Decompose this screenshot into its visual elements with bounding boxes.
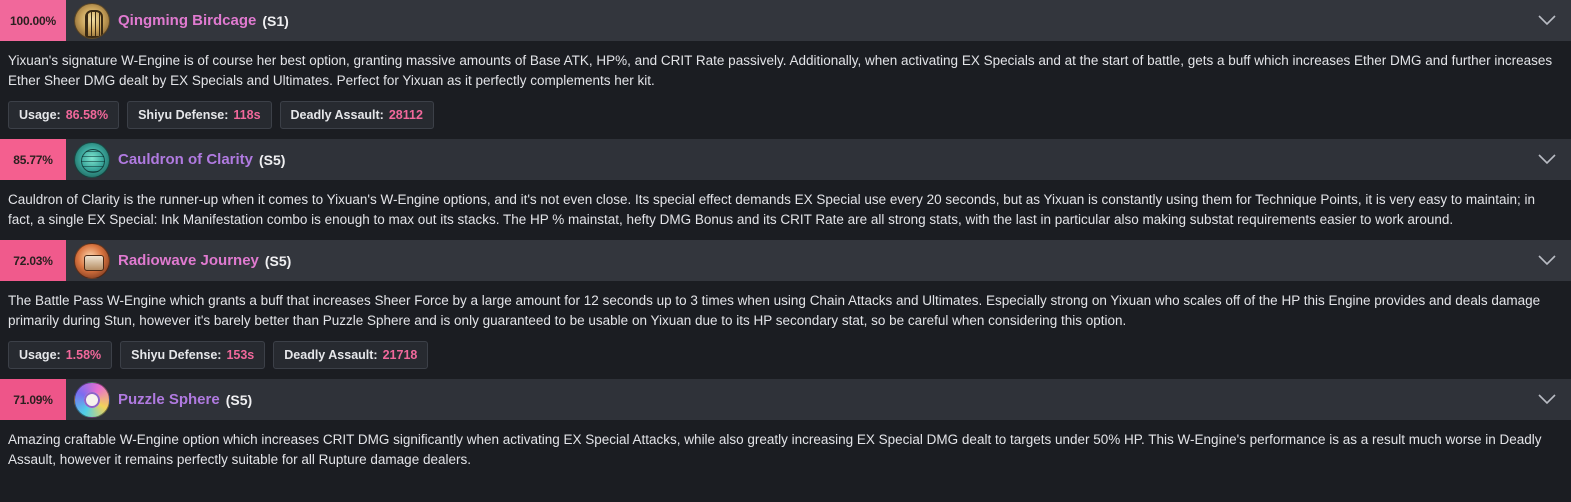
w-engine-entry [0, 139, 1571, 230]
w-engine-header[interactable] [0, 0, 1571, 41]
w-engine-stats [6, 101, 1565, 139]
w-engine-body [0, 281, 1571, 379]
stat-label: Usage: [19, 348, 61, 362]
w-engine-icon-wrap [66, 240, 118, 281]
w-engine-body [0, 420, 1571, 484]
stat-shiyu-defense [127, 101, 271, 129]
w-engine-name[interactable]: Radiowave Journey [118, 252, 259, 269]
w-engine-name[interactable]: Puzzle Sphere [118, 391, 220, 408]
w-engine-body [0, 41, 1571, 139]
w-engine-rank: (S5) [225, 391, 253, 408]
stat-label: Deadly Assault: [284, 348, 378, 362]
stat-deadly-assault [273, 341, 428, 369]
w-engine-description: The Battle Pass W-Engine which grants a buff that increases Sheer Force by a large amount for 12 seconds up to 3 times when using Chain Attacks and Ultimates. Especially strong on Yixuan who scales off of the HP this Engine provides and deals damage primarily during Stun, however it's barely better than Puzzle Sphere and is only guaranteed to be usable on Yixuan due to its HP secondary stat, so be careful when considering this option. [8, 293, 1541, 328]
w-engine-title [118, 0, 1523, 41]
birdcage-icon [74, 3, 110, 39]
w-engine-stats [6, 341, 1565, 379]
radiowave-icon [74, 243, 110, 279]
chevron-down-icon[interactable] [1523, 0, 1571, 41]
stat-label: Shiyu Defense: [131, 348, 222, 362]
stat-usage [8, 341, 112, 369]
cauldron-icon [74, 142, 110, 178]
w-engine-icon-wrap [66, 379, 118, 420]
w-engine-rank: (S5) [264, 252, 292, 269]
w-engine-header[interactable] [0, 379, 1571, 420]
stat-value: 153s [226, 348, 255, 362]
stat-label: Usage: [19, 108, 61, 122]
w-engine-name[interactable]: Qingming Birdcage [118, 12, 257, 29]
w-engine-entry [0, 379, 1571, 484]
chevron-down-icon[interactable] [1523, 379, 1571, 420]
percent-badge: 100.00% [0, 0, 66, 41]
w-engine-entry [0, 240, 1571, 379]
stat-value: 1.58% [65, 348, 102, 362]
stat-shiyu-defense [120, 341, 265, 369]
stat-label: Shiyu Defense: [138, 108, 229, 122]
w-engine-entry [0, 0, 1571, 139]
w-engine-icon-wrap [66, 0, 118, 41]
w-engine-rank: (S1) [262, 12, 289, 29]
w-engine-title [118, 240, 1523, 281]
w-engine-rank: (S5) [259, 151, 286, 168]
chevron-down-icon[interactable] [1523, 139, 1571, 180]
w-engine-title [118, 139, 1523, 180]
w-engine-header[interactable] [0, 139, 1571, 180]
w-engine-description: Amazing craftable W-Engine option which increases CRIT DMG significantly when activating EX Special Attacks, while also greatly increasing EX Special DMG dealt to targets under 50% HP. This W-Engine's performance is as a result much worse in Deadly Assault, however it remains perfectly suitable for all Rupture damage dealers. [8, 432, 1542, 467]
percent-badge: 72.03% [0, 240, 66, 281]
w-engine-description: Cauldron of Clarity is the runner-up when it comes to Yixuan's W-Engine options, and it's not even close. Its special effect demands EX Special use every 20 seconds, but as Yixuan is constantly using them for Technique Points, it is very easy to maintain; in fact, a single EX Special: Ink Manifestation combo is enough to max out its stacks. The HP % mainstat, hefty DMG Bonus and its CRIT Rate are all strong stats, with the last in particular also making substat requirements easier to work around. [8, 192, 1535, 227]
w-engine-title [118, 379, 1523, 420]
w-engine-icon-wrap [66, 139, 118, 180]
stat-deadly-assault [280, 101, 434, 129]
stat-label: Deadly Assault: [290, 108, 384, 122]
chevron-down-icon[interactable] [1523, 240, 1571, 281]
w-engine-body [0, 180, 1571, 230]
stat-value: 28112 [388, 108, 423, 122]
w-engine-name[interactable]: Cauldron of Clarity [118, 151, 254, 168]
stat-value: 21718 [382, 348, 418, 362]
percent-badge: 71.09% [0, 379, 66, 420]
w-engine-description: Yixuan's signature W-Engine is of course her best option, granting massive amounts of Base ATK, HP%, and CRIT Rate passively. Additionally, when activating EX Specials and at the start of battle, gets a buff which increases Ether DMG and further increases Ether Sheer DMG dealt by EX Specials and Ultimates. Perfect for Yixuan as it perfectly complements her kit. [8, 53, 1553, 88]
stat-value: 118s [233, 108, 261, 122]
percent-badge: 85.77% [0, 139, 66, 180]
w-engine-header[interactable] [0, 240, 1571, 281]
puzzle-sphere-icon [74, 382, 110, 418]
stat-usage [8, 101, 119, 129]
stat-value: 86.58% [65, 108, 109, 122]
